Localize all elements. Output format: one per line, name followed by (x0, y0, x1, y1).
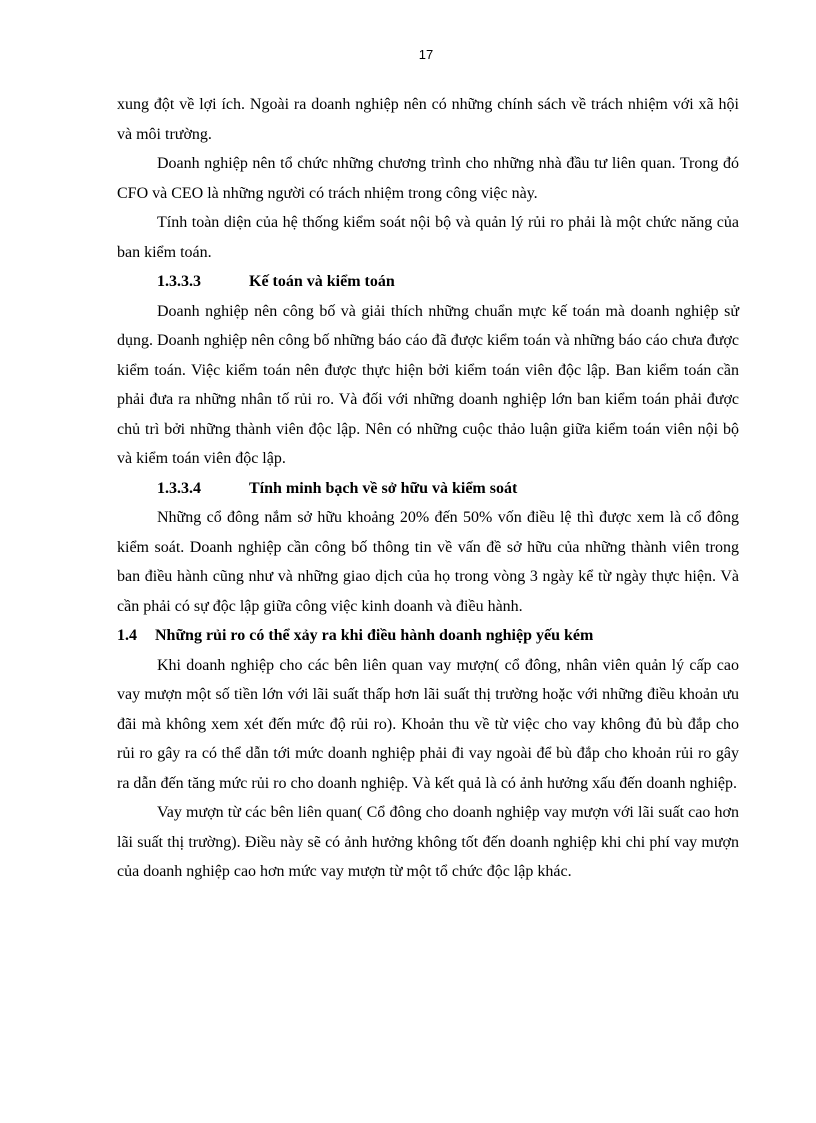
section-number: 1.3.3.4 (157, 479, 201, 497)
section-title: Tính minh bạch về sở hữu và kiểm soát (249, 479, 518, 497)
paragraph-investor-programs: Doanh nghiệp nên tổ chức những chương trình cho những nhà đầu tư liên quan. Trong đó CFO và CEO là những người có trách nhiệm trong công việc này. (117, 155, 739, 202)
paragraph-accounting-audit: Doanh nghiệp nên công bố và giải thích những chuẩn mực kế toán mà doanh nghiệp sử dụng. Doanh nghiệp nên công bố những báo cáo đã được kiểm toán và những báo cáo chưa được kiểm toán. Việc kiểm toán nên được thực hiện bởi kiểm toán viên độc lập. Ban kiểm toán cần phải đưa ra những nhân tố rủi ro. Và đối với những doanh nghiệp lớn ban kiểm toán phải được chủ trì bởi những thành viên độc lập. Nên có những cuộc thảo luận giữa kiểm toán viên nội bộ và kiểm toán viên độc lập. (117, 302, 739, 467)
paragraph-internal-control: Tính toàn diện của hệ thống kiểm soát nội bộ và quản lý rủi ro phải là một chức năng của ban kiểm toán. (117, 214, 739, 261)
document-body (117, 90, 739, 887)
section-number: 1.3.3.3 (157, 273, 201, 290)
page-number: 17 (418, 47, 434, 62)
paragraph-ownership-transparency: Những cổ đông nắm sở hữu khoảng 20% đến 50% vốn điều lệ thì được xem là cổ đông kiểm soát. Doanh nghiệp cần công bố thông tin về vấn đề sở hữu của những thành viên trong ban điều hành cũng như và những giao dịch của họ trong vòng 3 ngày kể từ ngày thực hiện. Và cần phải có sự độc lập giữa công việc kinh doanh và điều hành. (117, 509, 739, 615)
section-heading-1-3-3-4 (117, 474, 739, 504)
paragraph-conflict-of-interest: xung đột về lợi ích. Ngoài ra doanh nghiệp nên có những chính sách về trách nhiệm với xã hội và môi trường. (117, 96, 739, 143)
section-title: Những rủi ro có thể xảy ra khi điều hành doanh nghiệp yếu kém (155, 627, 594, 644)
paragraph-related-party-borrowing: Vay mượn từ các bên liên quan( Cổ đông cho doanh nghiệp vay mượn với lãi suất cao hơn lãi suất thị trường). Điều này sẽ có ảnh hưởng không tốt đến doanh nghiệp khi chi phí vay mượn của doanh nghiệp cao hơn mức vay mượn từ một tổ chức độc lập khác. (117, 804, 739, 880)
section-number: 1.4 (117, 627, 137, 644)
section-title: Kế toán và kiểm toán (249, 273, 395, 290)
paragraph-related-party-lending: Khi doanh nghiệp cho các bên liên quan vay mượn( cổ đông, nhân viên quản lý cấp cao vay mượn một số tiền lớn với lãi suất thấp hơn lãi suất thị trường hoặc với những điều khoản ưu đãi mà không xem xét đến mức độ rủi ro). Khoản thu về từ việc cho vay không đủ bù đắp cho rủi ro gây ra có thể dẫn tới mức doanh nghiệp phải đi vay ngoài để bù đắp cho khoản rủi ro gây ra dẫn đến tăng mức rủi ro cho doanh nghiệp. Và kết quả là có ảnh hưởng xấu đến doanh nghiệp. (117, 656, 739, 792)
section-heading-1-4 (117, 621, 739, 651)
section-heading-1-3-3-3 (117, 267, 739, 297)
